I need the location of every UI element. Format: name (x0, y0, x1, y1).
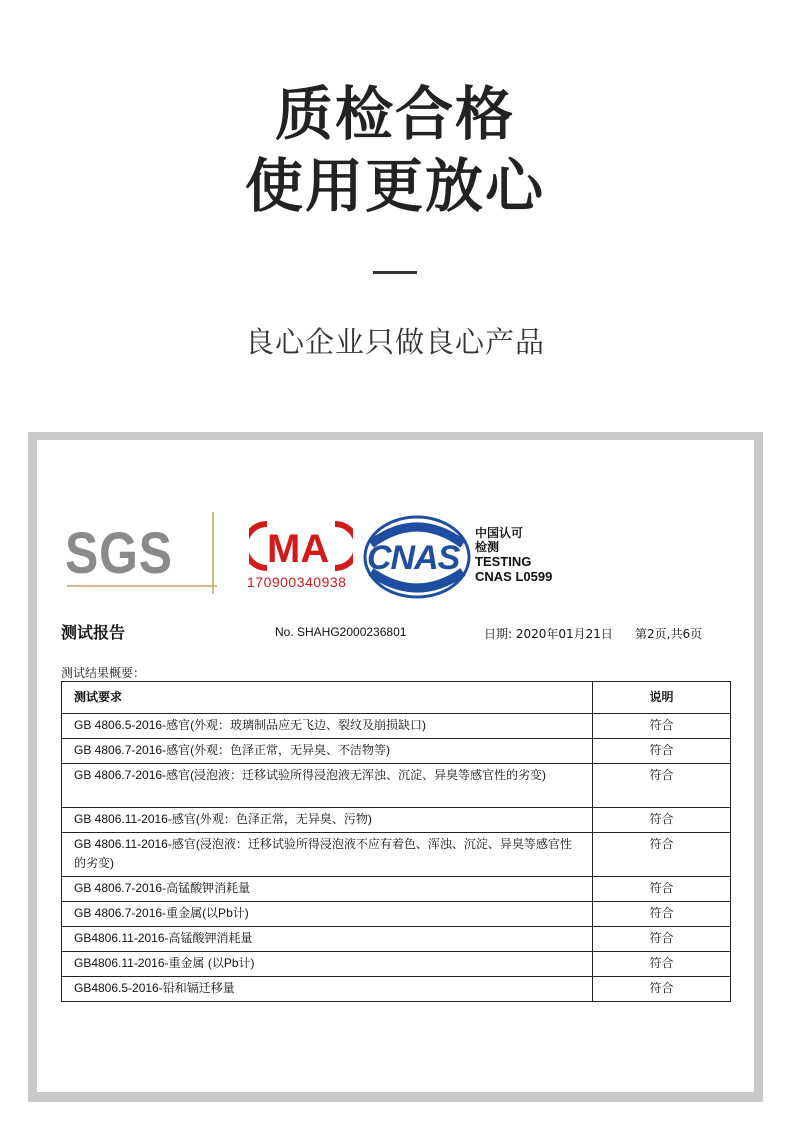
summary-label: 测试结果概要： (61, 666, 146, 680)
requirement-cell: GB4806.11-2016-重金属 (以Pb计) (62, 952, 593, 977)
result-cell: 符合 (593, 927, 731, 952)
column-header-requirement: 测试要求 (62, 682, 593, 714)
hero-title-line-2: 使用更放心 (244, 152, 545, 220)
table-row (62, 952, 731, 977)
cnas-cn-line-1: 中国认可 (475, 526, 524, 540)
cnas-en-line-1: TESTING (475, 554, 532, 569)
requirement-cell: GB4806.5-2016-铅和镉迁移量 (62, 977, 593, 1002)
hero-subtitle: 良心企业只做良心产品 (244, 325, 545, 359)
hero-divider (373, 271, 417, 274)
result-cell: 符合 (593, 977, 731, 1002)
report-number: No. SHAHG2000236801 (275, 625, 407, 639)
column-header-result: 说明 (593, 682, 731, 714)
requirement-cell: GB 4806.7-2016-感官(浸泡液：迁移试验所得浸泡液无浑浊、沉淀、异臭等感官性的劣变) (62, 764, 593, 808)
result-cell: 符合 (593, 902, 731, 927)
table-row (62, 877, 731, 902)
table-row (62, 833, 731, 877)
result-cell: 符合 (593, 833, 731, 877)
table-row (62, 714, 731, 739)
requirement-cell: GB 4806.7-2016-高锰酸钾消耗量 (62, 877, 593, 902)
cnas-en-line-2: CNAS L0599 (475, 569, 553, 584)
report-page-info: 第2页,共6页 (635, 627, 703, 641)
table-row (62, 977, 731, 1002)
requirement-cell: GB 4806.7-2016-感官(外观：色泽正常，无异臭、不洁物等) (62, 739, 593, 764)
result-cell: 符合 (593, 877, 731, 902)
test-report-frame (28, 432, 763, 1102)
result-cell: 符合 (593, 808, 731, 833)
cma-certificate-code: 170900340938 (247, 574, 347, 590)
result-cell: 符合 (593, 739, 731, 764)
cma-logo-text: MA (267, 527, 330, 571)
requirement-cell: GB4806.11-2016-高锰酸钾消耗量 (62, 927, 593, 952)
sgs-logo-text: SGS (65, 521, 173, 586)
requirement-cell: GB 4806.5-2016-感官(外观：玻璃制品应无飞边、裂纹及崩损缺口) (62, 714, 593, 739)
table-row (62, 764, 731, 808)
report-title: 测试报告 (61, 623, 126, 642)
table-row (62, 902, 731, 927)
cnas-accreditation-info (475, 526, 552, 584)
cnas-cn-line-2: 检测 (475, 540, 500, 554)
cma-logo-icon (249, 520, 353, 572)
hero-title-line-1: 质检合格 (274, 80, 515, 148)
requirement-cell: GB 4806.11-2016-感官(外观：色泽正常，无异臭、污物) (62, 808, 593, 833)
report-date: 日期: 2020年01月21日 (484, 627, 613, 641)
result-cell: 符合 (593, 764, 731, 808)
table-row (62, 739, 731, 764)
requirement-cell: GB 4806.11-2016-感官(浸泡液：迁移试验所得浸泡液不应有着色、浑浊、沉淀、异臭等感官性的劣变) (62, 833, 593, 877)
result-cell: 符合 (593, 714, 731, 739)
table-row (62, 927, 731, 952)
result-cell: 符合 (593, 952, 731, 977)
cnas-logo-text: CNAS (367, 539, 460, 577)
test-report-paper (37, 440, 754, 1092)
table-header-row (62, 682, 731, 714)
table-row (62, 808, 731, 833)
requirement-cell: GB 4806.7-2016-重金属(以Pb计) (62, 902, 593, 927)
test-results-table (61, 681, 731, 1002)
